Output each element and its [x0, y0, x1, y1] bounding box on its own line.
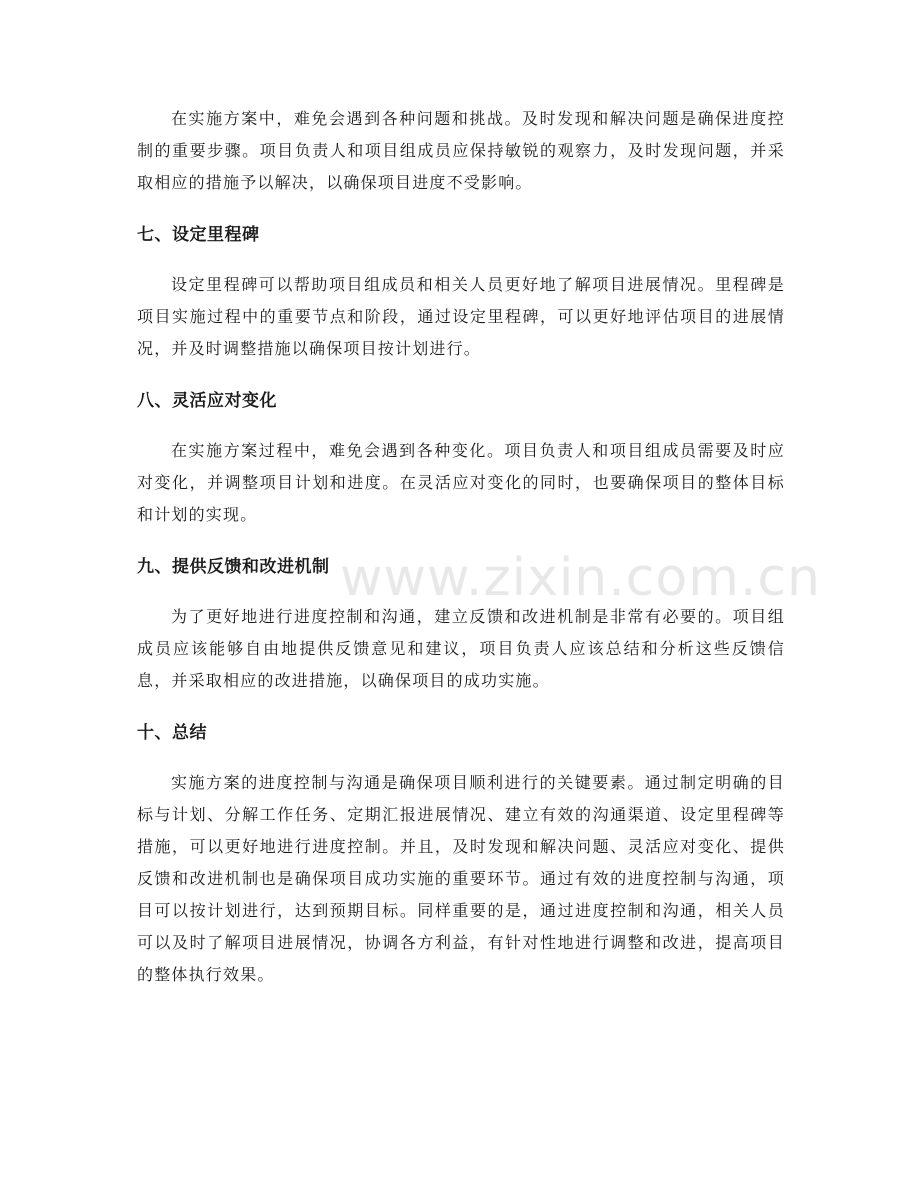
section-heading-adapt-change: 八、灵活应对变化: [137, 391, 277, 411]
section-body-adapt-change: 在实施方案过程中，难免会遇到各种变化。项目负责人和项目组成员需要及时应对变化，并调整项目计划和进度。在灵活应对变化的同时，也要确保项目的整体目标和计划的实现。: [137, 441, 785, 524]
watermark: www.zixin.com.cn: [340, 548, 821, 608]
intro-paragraph: 在实施方案中，难免会遇到各种问题和挑战。及时发现和解决问题是确保进度控制的重要步骤。项目负责人和项目组成员应保持敏锐的观察力，及时发现问题，并采取相应的措施予以解决，以确保项目进度不受影响。: [137, 109, 785, 192]
section-heading-feedback: 九、提供反馈和改进机制: [137, 557, 330, 577]
section-heading-summary: 十、总结: [137, 723, 207, 743]
document-content: [137, 103, 785, 991]
section-heading-milestones: 七、设定里程碑: [137, 225, 260, 245]
section-body-feedback: 为了更好地进行进度控制和沟通，建立反馈和改进机制是非常有必要的。项目组成员应该能够自由地提供反馈意见和建议，项目负责人应该总结和分析这些反馈信息，并采取相应的改进措施，以确保项目的成功实施。: [137, 607, 785, 690]
section-body-milestones: 设定里程碑可以帮助项目组成员和相关人员更好地了解项目进展情况。里程碑是项目实施过程中的重要节点和阶段，通过设定里程碑，可以更好地评估项目的进展情况，并及时调整措施以确保项目按计划进行。: [137, 275, 785, 358]
section-body-summary: 实施方案的进度控制与沟通是确保项目顺利进行的关键要素。通过制定明确的目标与计划、分解工作任务、定期汇报进展情况、建立有效的沟通渠道、设定里程碑等措施，可以更好地进行进度控制。并且，及时发现和解决问题、灵活应对变化、提供反馈和改进机制也是确保项目成功实施的重要环节。通过有效的进度控制与沟通，项目可以按计划进行，达到预期目标。同样重要的是，通过进度控制和沟通，相关人员可以及时了解项目进展情况，协调各方利益，有针对性地进行调整和改进，提高项目的整体执行效果。: [137, 773, 785, 984]
